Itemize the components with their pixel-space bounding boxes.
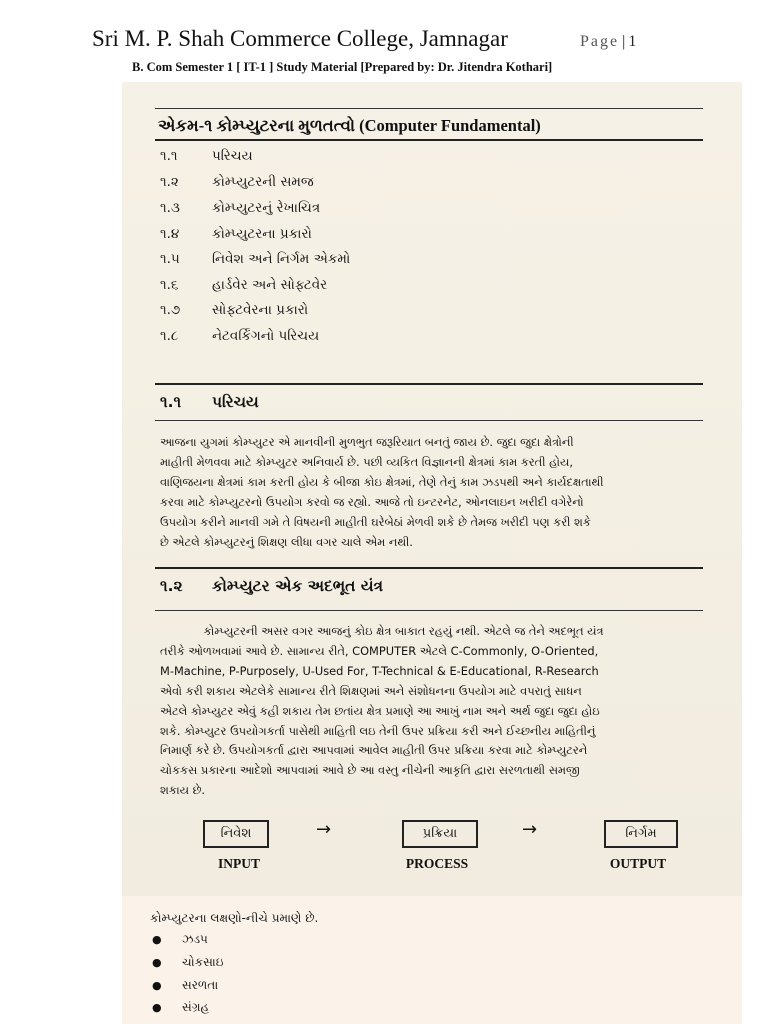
list-item-label: ઝડપ xyxy=(182,932,208,946)
process-box: પ્રક્રિયા xyxy=(402,820,478,848)
paragraph-line: કરવા માટે કોમ્પ્યુટરનો ઉપયોગ કરવો જ રહ્યો. આજે તો ઇન્ટરનેટ, ઓનલાઇન ખરીદી વગેરેનો xyxy=(160,494,584,509)
list-item xyxy=(152,932,208,947)
bullet-icon: ● xyxy=(152,956,162,969)
paragraph-line: આજના યુગમાં કોમ્પ્યુટર એ માનવીની મુળભુત જરૂરિયાત બનતું જાય છે. જુદા જુદા ક્ષેત્રોની xyxy=(160,435,574,449)
toc-item xyxy=(160,328,319,344)
toc-item xyxy=(160,251,350,267)
list-item xyxy=(152,955,223,970)
input-box: નિવેશ xyxy=(203,820,269,848)
paragraph-line: શકે. કોમ્પ્યુટર ઉપયોગકર્તા પાસેથી માહિતી લઇ તેની ઉપર પ્રક્રિયા કરી અને ઈચ્છનીય માહિતીનું xyxy=(160,723,596,738)
toc-number: ૧.૨ xyxy=(160,174,179,190)
paragraph-line: ચોકકસ પ્રકારના આદેશો આપવામાં આવે છે આ વસ્તુ નીચેની આકૃતિ દ્વારા સરળતાથી સમજી xyxy=(160,763,580,778)
paragraph-line: વાણિજયના ક્ષેત્રમાં કામ કરતી હોય કે બીજા કોઇ ક્ષેત્રમાં, તેણે તેનું કામ ઝડપથી અને કાર્યદક્ષતાથી xyxy=(160,474,604,489)
divider xyxy=(155,383,703,385)
list-item-label: સરળતા xyxy=(182,978,219,992)
paragraph-line: M-Machine, P-Purposely, U-Used For, T-Technical & E-Educational, R-Research xyxy=(160,663,599,678)
page-indicator: Page | 1 xyxy=(580,33,637,50)
toc-number: ૧.૬ xyxy=(160,277,179,293)
divider xyxy=(155,420,703,421)
toc-number: ૧.૮ xyxy=(160,328,179,344)
toc-label: નિવેશ અને નિર્ગમ એકમો xyxy=(212,251,351,267)
list-item xyxy=(152,1000,209,1015)
divider xyxy=(155,139,703,141)
toc-number: ૧.૩ xyxy=(160,200,180,216)
divider xyxy=(155,108,703,109)
toc-label: પરિચય xyxy=(212,148,253,164)
bullet-icon: ● xyxy=(152,1001,162,1014)
paragraph-line: કોમ્પ્યુટરની અસર વગર આજનું કોઇ ક્ષેત્ર બાકાત રહયું નથી. એટલે જ તેને અદભૂત યંત્ર xyxy=(160,624,604,638)
unit-title: એકમ-૧ કોમ્પ્યુટરના મુળતત્વો (Computer Fundamental) xyxy=(158,116,541,135)
section-heading xyxy=(160,577,383,596)
paragraph-line: શકાય છે. xyxy=(160,783,205,798)
document-subtitle: B. Com Semester 1 [ IT-1 ] Study Material [Prepared by: Dr. Jitendra Kothari] xyxy=(132,60,553,74)
paragraph-line: માહીતી મેળવવા માટે કોમ્પ્યુટર અનિવાર્ય છે. પછી વ્યકિત વિજ્ઞાનની ક્ષેત્રમાં કામ કરતી હોય, xyxy=(160,454,573,469)
toc-number: ૧.૫ xyxy=(160,251,180,267)
list-item-label: સંગ્રહ xyxy=(182,1000,210,1014)
toc-label: નેટવર્કિંગનો પરિચય xyxy=(212,328,320,344)
toc-item xyxy=(160,148,253,164)
paragraph-line: એવો કરી શકાય એટલેકે સામાન્ય રીતે શિક્ષણમાં અને સંશોધનના ઉપયોગ માટે વપરાતું સાધન xyxy=(160,683,582,698)
output-label: OUTPUT xyxy=(609,856,667,871)
list-item-label: ચોકસાઇ xyxy=(182,955,224,969)
output-box: નિર્ગમ xyxy=(604,820,678,848)
list-item xyxy=(152,978,218,993)
section-heading xyxy=(160,393,259,412)
divider xyxy=(155,610,703,611)
toc-item xyxy=(160,200,320,216)
toc-number: ૧.૭ xyxy=(160,302,181,318)
toc-label: કોમ્પ્યુટરનું રેખાચિત્ર xyxy=(212,200,321,216)
section-paragraph xyxy=(160,622,705,801)
page-label: Page xyxy=(580,33,620,50)
toc-item xyxy=(160,226,312,242)
toc-item xyxy=(160,302,308,318)
arrow-right-icon: → xyxy=(522,819,538,840)
section-number: ૧.૧ xyxy=(160,393,182,411)
input-label: INPUT xyxy=(217,856,260,871)
features-intro: કોમ્પ્યુટરના લક્ષણો-નીચે પ્રમાણે છે. xyxy=(150,911,319,925)
toc-number: ૧.૧ xyxy=(160,148,178,164)
toc-label: સોફ્ટવેરના પ્રકારો xyxy=(212,302,309,318)
section-paragraph xyxy=(160,433,705,552)
paragraph-line: નિમાર્ણ કરે છે. ઉપયોગકર્તા દ્વારા આપવામાં આવેલ માહીતી ઉપર પ્રક્રિયા કરવા માટે કોમ્પ્યુટરને xyxy=(160,743,588,758)
toc-item xyxy=(160,174,314,190)
paragraph-line: એટલે કોમ્પ્યુટર એવું કહી શકાય તેમ છતાંય ક્ષેત્ર પ્રમાણે આ આખું નામ અને અર્થ જુદા જુદા હોઇ xyxy=(160,703,600,718)
toc-label: કોમ્પ્યુટરની સમજ xyxy=(212,174,314,190)
bullet-icon: ● xyxy=(152,979,162,992)
toc-label: કોમ્પ્યુટરના પ્રકારો xyxy=(212,226,312,242)
section-title: કોમ્પ્યુટર એક અદભૂત યંત્ર xyxy=(212,577,384,595)
page-number: 1 xyxy=(628,33,637,50)
paragraph-line: છે એટલે કોમ્પ્યુટરનું શિક્ષણ લીધા વગર ચાલે એમ નથી. xyxy=(160,534,413,549)
paragraph-line: તરીકે ઓળખવામાં આવે છે. સામાન્ય રીતે, COMPUTER એટલે C-Commonly, O-Oriented, xyxy=(160,643,599,658)
paragraph-line: ઉપયોગ કરીને માનવી ગમે તે વિષયની માહીતી ઘરેબેઠાં મેળવી શકે છે તેમજ ખરીદી પણ કરી શકે xyxy=(160,514,591,529)
divider xyxy=(155,567,703,569)
college-title: Sri M. P. Shah Commerce College, Jamnagar xyxy=(92,26,508,51)
arrow-right-icon: → xyxy=(316,819,332,840)
section-title: પરિચય xyxy=(212,393,259,411)
section-number: ૧.૨ xyxy=(160,577,183,595)
toc-item xyxy=(160,277,327,293)
bullet-icon: ● xyxy=(152,933,162,946)
toc-number: ૧.૪ xyxy=(160,226,180,242)
toc-label: હાર્ડવેર અને સોફ્ટવેર xyxy=(212,277,328,293)
process-label: PROCESS xyxy=(405,856,469,871)
